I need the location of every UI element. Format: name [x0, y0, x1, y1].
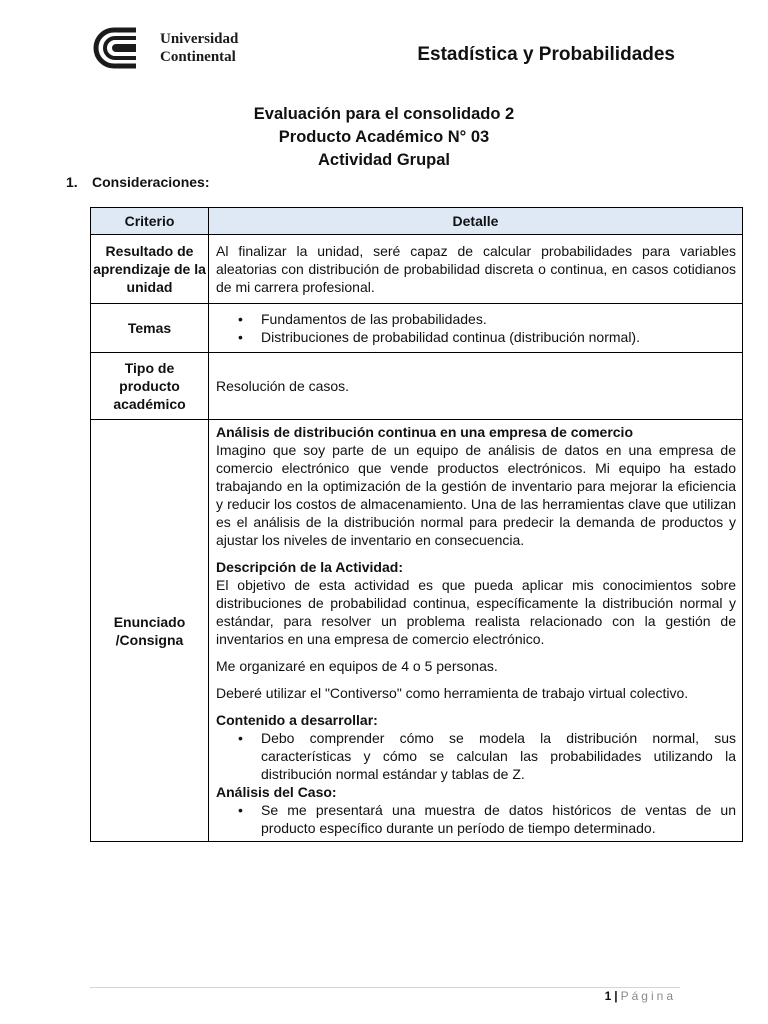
paragraph: Me organizaré en equipos de 4 o 5 personas.	[216, 658, 498, 674]
logo-text	[160, 30, 238, 66]
detalle-cell: Resolución de casos.	[209, 353, 743, 420]
criterio-cell: Temas	[91, 304, 209, 353]
table-header-row	[91, 208, 743, 235]
subheading: Contenido a desarrollar:	[216, 712, 378, 728]
footer-divider	[90, 987, 680, 988]
section-title: Consideraciones:	[92, 174, 210, 190]
paragraph: Deberé utilizar el "Contiverso" como herramienta de trabajo virtual colectivo.	[216, 685, 689, 701]
document-titles	[0, 103, 768, 172]
table-row	[91, 235, 743, 304]
paragraph: Imagino que soy parte de un equipo de análisis de datos en una empresa de comercio electrónico que vende productos electrónicos. Mi equipo ha estado trabajando en la optimización de la gestión de inventario para mejorar la eficiencia y reducir los costos de almacenamiento. Una de las herramientas clave que utilizan es el análisis de la distribución normal para predecir la demanda de productos y ajustar los niveles de inventario en consecuencia.	[216, 442, 736, 548]
university-logo-icon	[92, 26, 140, 70]
title-line-1: Evaluación para el consolidado 2	[253, 105, 515, 123]
page-number: 1	[604, 989, 612, 1003]
course-title: Estadística y Probabilidades	[417, 44, 675, 65]
title-line-2: Producto Académico N° 03	[278, 128, 490, 146]
list-item: • Distribuciones de probabilidad continua (distribución normal).	[216, 328, 736, 346]
list-item: • Se me presentará una muestra de datos históricos de ventas de un producto específico durante un período de tiempo determinado.	[216, 801, 736, 837]
section-heading	[66, 174, 209, 190]
header-detalle: Detalle	[209, 208, 743, 235]
subheading: Descripción de la Actividad:	[216, 559, 403, 575]
paragraph: El objetivo de esta actividad es que pueda aplicar mis conocimientos sobre distribuciones de probabilidad continua, específicamente la distribución normal y estándar, para resolver un problema realista relacionado con la gestión de inventarios en una empresa de comercio electrónico.	[216, 577, 736, 647]
header-criterio: Criterio	[91, 208, 209, 235]
list-item: • Debo comprender cómo se modela la distribución normal, sus características y cómo se calculan las probabilidades utilizando la distribución normal estándar y tablas de Z.	[216, 729, 736, 783]
criterio-cell: Resultado de aprendizaje de la unidad	[91, 235, 209, 304]
considerations-table	[90, 207, 743, 842]
title-line-3: Actividad Grupal	[317, 151, 451, 169]
university-logo	[92, 26, 257, 70]
criterio-cell: Tipo de producto académico	[91, 353, 209, 420]
table-row	[91, 420, 743, 842]
detalle-cell	[209, 304, 743, 353]
topics-list	[216, 310, 736, 346]
detalle-cell	[209, 420, 743, 842]
analysis-list	[216, 801, 736, 837]
logo-line-2: Continental	[160, 49, 236, 65]
page-footer	[605, 989, 676, 1003]
table-row	[91, 353, 743, 420]
content-list	[216, 729, 736, 783]
subheading: Análisis del Caso:	[216, 784, 337, 800]
logo-line-1: Universidad	[160, 31, 239, 47]
page-label: Página	[620, 989, 676, 1003]
detalle-cell: Al finalizar la unidad, seré capaz de calcular probabilidades para variables aleatorias con distribución de probabilidad discreta o continua, en casos cotidianos de mi carrera profesional.	[209, 235, 743, 304]
criterio-cell: Enunciado /Consigna	[91, 420, 209, 842]
list-item: • Fundamentos de las probabilidades.	[216, 310, 736, 328]
subheading: Análisis de distribución continua en una empresa de comercio	[216, 424, 633, 440]
table-row	[91, 304, 743, 353]
section-number: 1.	[66, 174, 78, 190]
footer-separator: |	[614, 989, 618, 1003]
